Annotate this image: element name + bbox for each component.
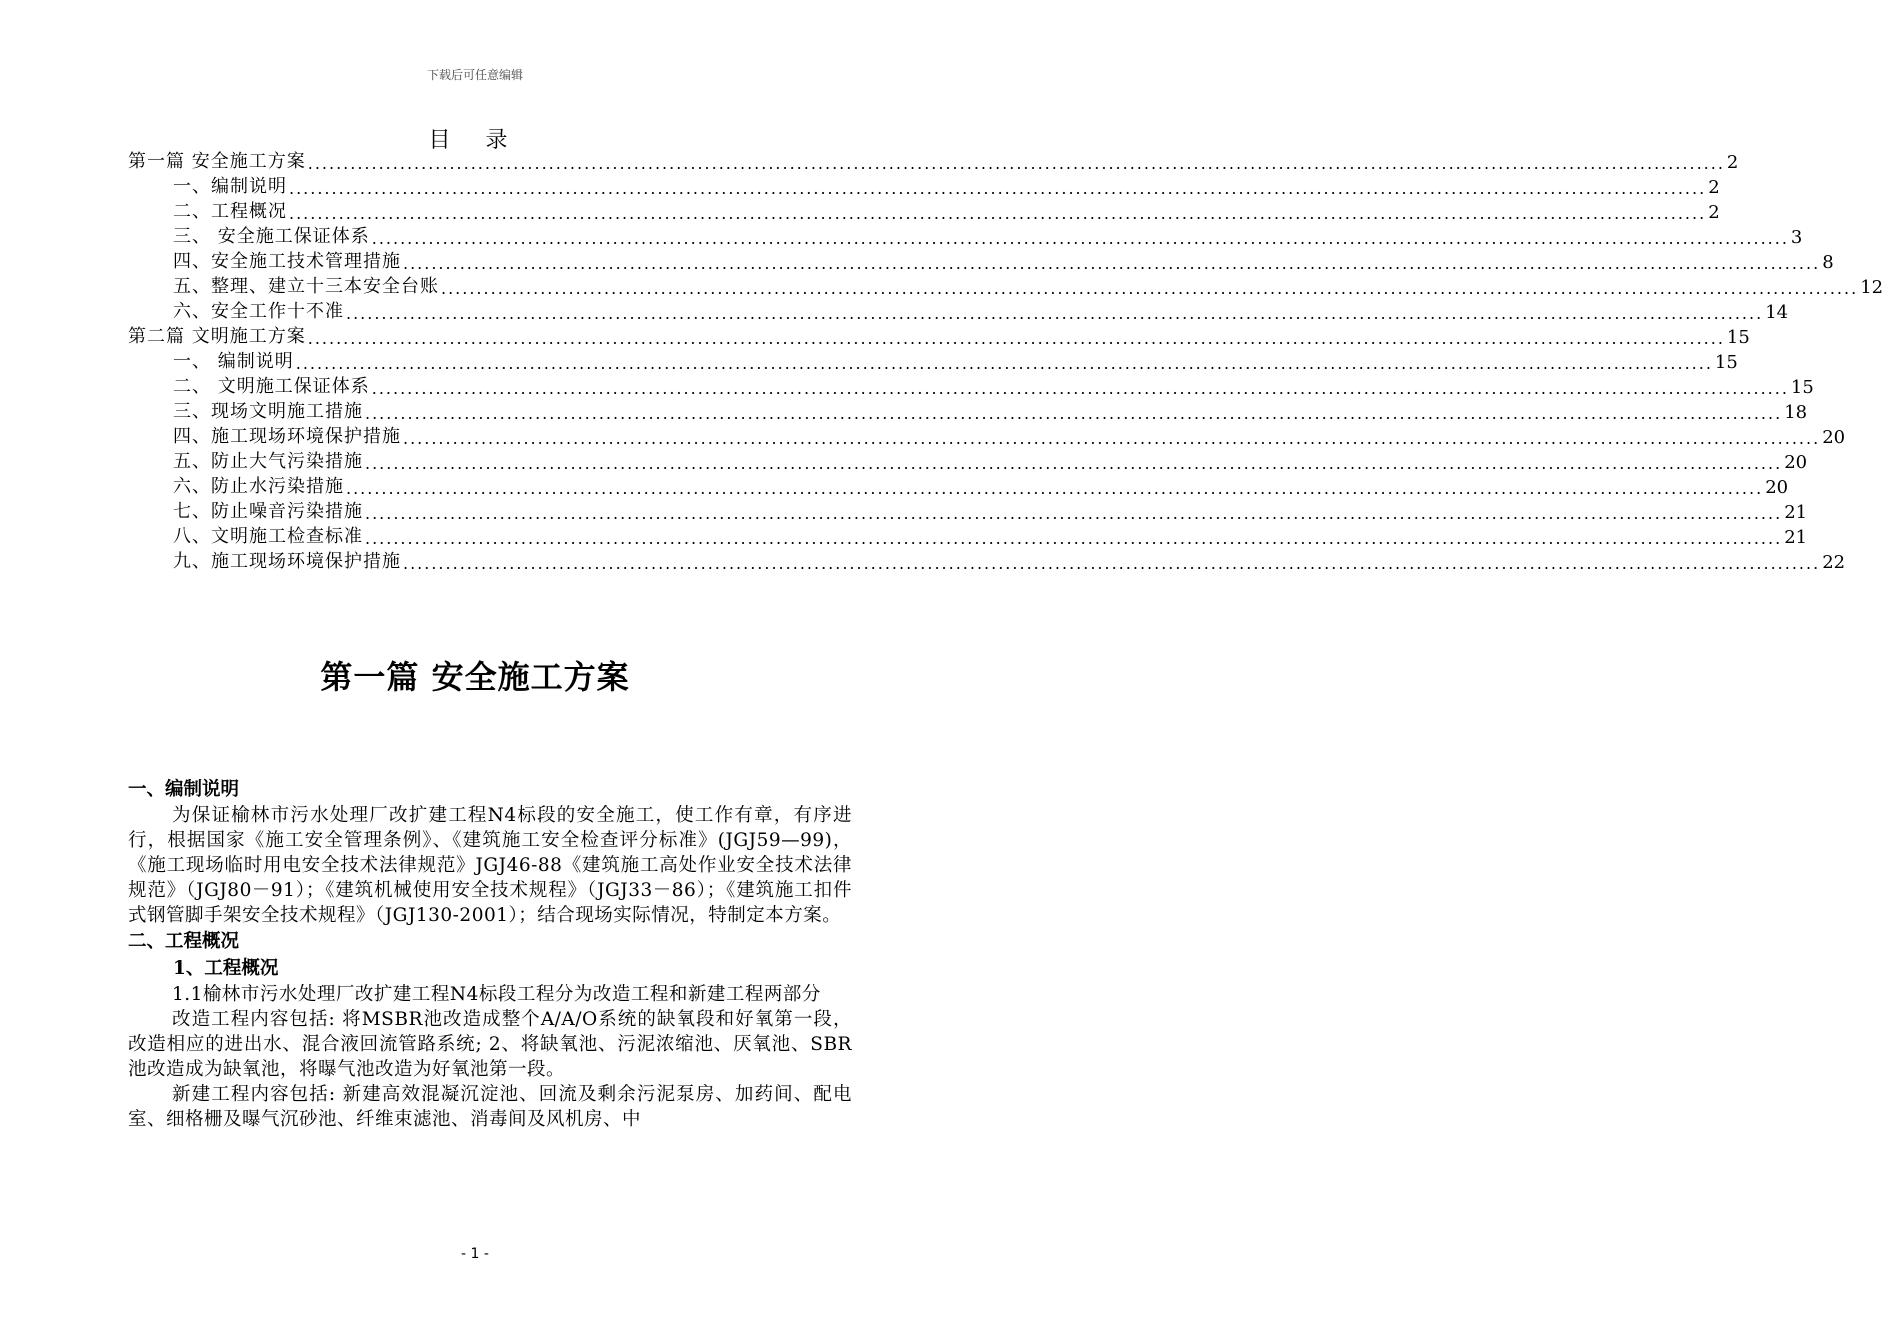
toc-entry-page: 20 — [1822, 427, 1846, 448]
toc-entry-label: 三、现场文明施工措施 — [173, 401, 363, 422]
toc-title: 目 录 — [428, 128, 522, 153]
toc-entry-label: 六、防止水污染措施 — [173, 476, 344, 497]
toc-entry[interactable] — [128, 273, 1883, 298]
toc-entry-label: 七、防止噪音污染措施 — [173, 501, 363, 522]
paragraph: 为保证榆林市污水处理厂改扩建工程N4标段的安全施工，使工作有章，有序进行，根据国家《施工安全管理条例》、《建筑施工安全检查评分标准》(JGJ59—99)，《施工现场临时用电安全技术法律规范》JGJ46-88《建筑施工高处作业安全技术法律规范》（JGJ80－91）；《建筑机械使用安全技术规程》（JGJ33－86）；《建筑施工扣件式钢管脚手架安全技术规程》（JGJ130-2001）；结合现场实际情况，特制定本方案。 — [128, 805, 852, 926]
toc-leader-dots: ........................................................................................................................................................................................................ — [441, 279, 1859, 298]
toc-entry-label: 一、 编制说明 — [173, 351, 294, 372]
toc-entry-page: 15 — [1714, 352, 1738, 373]
toc-entry[interactable] — [128, 423, 1846, 448]
toc-leader-dots: ........................................................................................................................................................................................................ — [365, 404, 1783, 423]
table-of-contents — [128, 148, 1883, 573]
toc-entry-page: 8 — [1822, 252, 1834, 273]
section-heading: 二、工程概况 — [128, 931, 240, 952]
toc-entry[interactable] — [128, 523, 1808, 548]
toc-entry[interactable] — [128, 173, 1720, 198]
toc-leader-dots: ........................................................................................................................................................................................................ — [307, 154, 1725, 173]
toc-entry-label: 五、防止大气污染措施 — [173, 451, 363, 472]
section-heading: 一、编制说明 — [128, 779, 240, 800]
toc-entry[interactable] — [128, 148, 1739, 173]
toc-entry[interactable] — [128, 248, 1834, 273]
toc-entry[interactable] — [128, 398, 1808, 423]
toc-entry-label: 四、施工现场环境保护措施 — [173, 426, 401, 447]
toc-leader-dots: ........................................................................................................................................................................................................ — [371, 379, 1789, 398]
toc-entry-label: 二、工程概况 — [173, 201, 287, 222]
toc-leader-dots: ........................................................................................................................................................................................................ — [365, 529, 1783, 548]
sub-heading: 1、工程概况 — [173, 958, 279, 979]
toc-entry-page: 3 — [1790, 227, 1803, 248]
toc-entry-page: 2 — [1726, 152, 1739, 173]
toc-entry-page: 20 — [1765, 477, 1789, 498]
toc-entry[interactable] — [128, 498, 1808, 523]
toc-entry-label: 四、安全施工技术管理措施 — [173, 251, 401, 272]
toc-entry-page: 21 — [1784, 502, 1808, 523]
toc-entry[interactable] — [128, 298, 1789, 323]
toc-entry-page: 15 — [1790, 377, 1814, 398]
toc-leader-dots: ........................................................................................................................................................................................................ — [403, 254, 1821, 273]
toc-leader-dots: ........................................................................................................................................................................................................ — [295, 354, 1713, 373]
toc-entry-page: 2 — [1708, 177, 1720, 198]
toc-entry[interactable] — [128, 473, 1789, 498]
toc-leader-dots: ........................................................................................................................................................................................................ — [365, 454, 1783, 473]
toc-entry-page: 18 — [1784, 402, 1808, 423]
toc-entry[interactable] — [128, 223, 1803, 248]
toc-leader-dots: ........................................................................................................................................................................................................ — [403, 429, 1821, 448]
toc-entry-page: 22 — [1822, 552, 1846, 573]
paragraph: 新建工程内容包括: 新建高效混凝沉淀池、回流及剩余污泥泵房、加药间、配电室、细格栅及曝气沉砂池、纤维束滤池、消毒间及风机房、中 — [128, 1084, 852, 1130]
paragraph: 1.1榆林市污水处理厂改扩建工程N4标段工程分为改造工程和新建工程两部分 — [172, 984, 821, 1005]
toc-leader-dots: ........................................................................................................................................................................................................ — [403, 554, 1821, 573]
toc-entry-label: 九、施工现场环境保护措施 — [173, 551, 401, 572]
toc-entry-label: 二、 文明施工保证体系 — [173, 376, 370, 397]
toc-entry-label: 三、 安全施工保证体系 — [173, 226, 370, 247]
toc-leader-dots: ........................................................................................................................................................................................................ — [365, 504, 1783, 523]
toc-entry[interactable] — [128, 373, 1814, 398]
toc-leader-dots: ........................................................................................................................................................................................................ — [289, 179, 1707, 198]
toc-entry-label: 五、整理、建立十三本安全台账 — [173, 276, 439, 297]
toc-entry[interactable] — [128, 448, 1808, 473]
toc-entry-page: 15 — [1726, 327, 1750, 348]
toc-entry-page: 14 — [1765, 302, 1789, 323]
page-header: 下载后可任意编辑 — [426, 68, 523, 82]
toc-leader-dots: ........................................................................................................................................................................................................ — [346, 479, 1764, 498]
toc-entry[interactable] — [128, 548, 1846, 573]
toc-entry-page: 2 — [1708, 202, 1720, 223]
toc-entry[interactable] — [128, 348, 1738, 373]
toc-entry-label: 第二篇 文明施工方案 — [128, 326, 306, 347]
toc-entry[interactable] — [128, 198, 1720, 223]
toc-leader-dots: ........................................................................................................................................................................................................ — [346, 304, 1764, 323]
toc-entry-label: 一、编制说明 — [173, 176, 287, 197]
toc-leader-dots: ........................................................................................................................................................................................................ — [307, 329, 1725, 348]
toc-leader-dots: ........................................................................................................................................................................................................ — [289, 204, 1707, 223]
page-number: - 1 - — [461, 1246, 489, 1262]
toc-entry-page: 12 — [1860, 277, 1883, 298]
toc-entry-label: 第一篇 安全施工方案 — [128, 151, 306, 172]
paragraph: 改造工程内容包括: 将MSBR池改造成整个A/A/O系统的缺氧段和好氧第一段，改造相应的进出水、混合液回流管路系统; 2、将缺氧池、污泥浓缩池、厌氧池、SBR池改造成为缺氧池，将曝气池改造为好氧池第一段。 — [128, 1009, 852, 1080]
toc-entry-page: 21 — [1784, 527, 1808, 548]
document-body — [128, 776, 852, 1132]
chapter-title: 第一篇 安全施工方案 — [320, 658, 630, 696]
toc-entry-label: 八、文明施工检查标准 — [173, 526, 363, 547]
toc-entry-label: 六、安全工作十不准 — [173, 301, 344, 322]
toc-leader-dots: ........................................................................................................................................................................................................ — [371, 229, 1789, 248]
toc-entry-page: 20 — [1784, 452, 1808, 473]
toc-entry[interactable] — [128, 323, 1750, 348]
